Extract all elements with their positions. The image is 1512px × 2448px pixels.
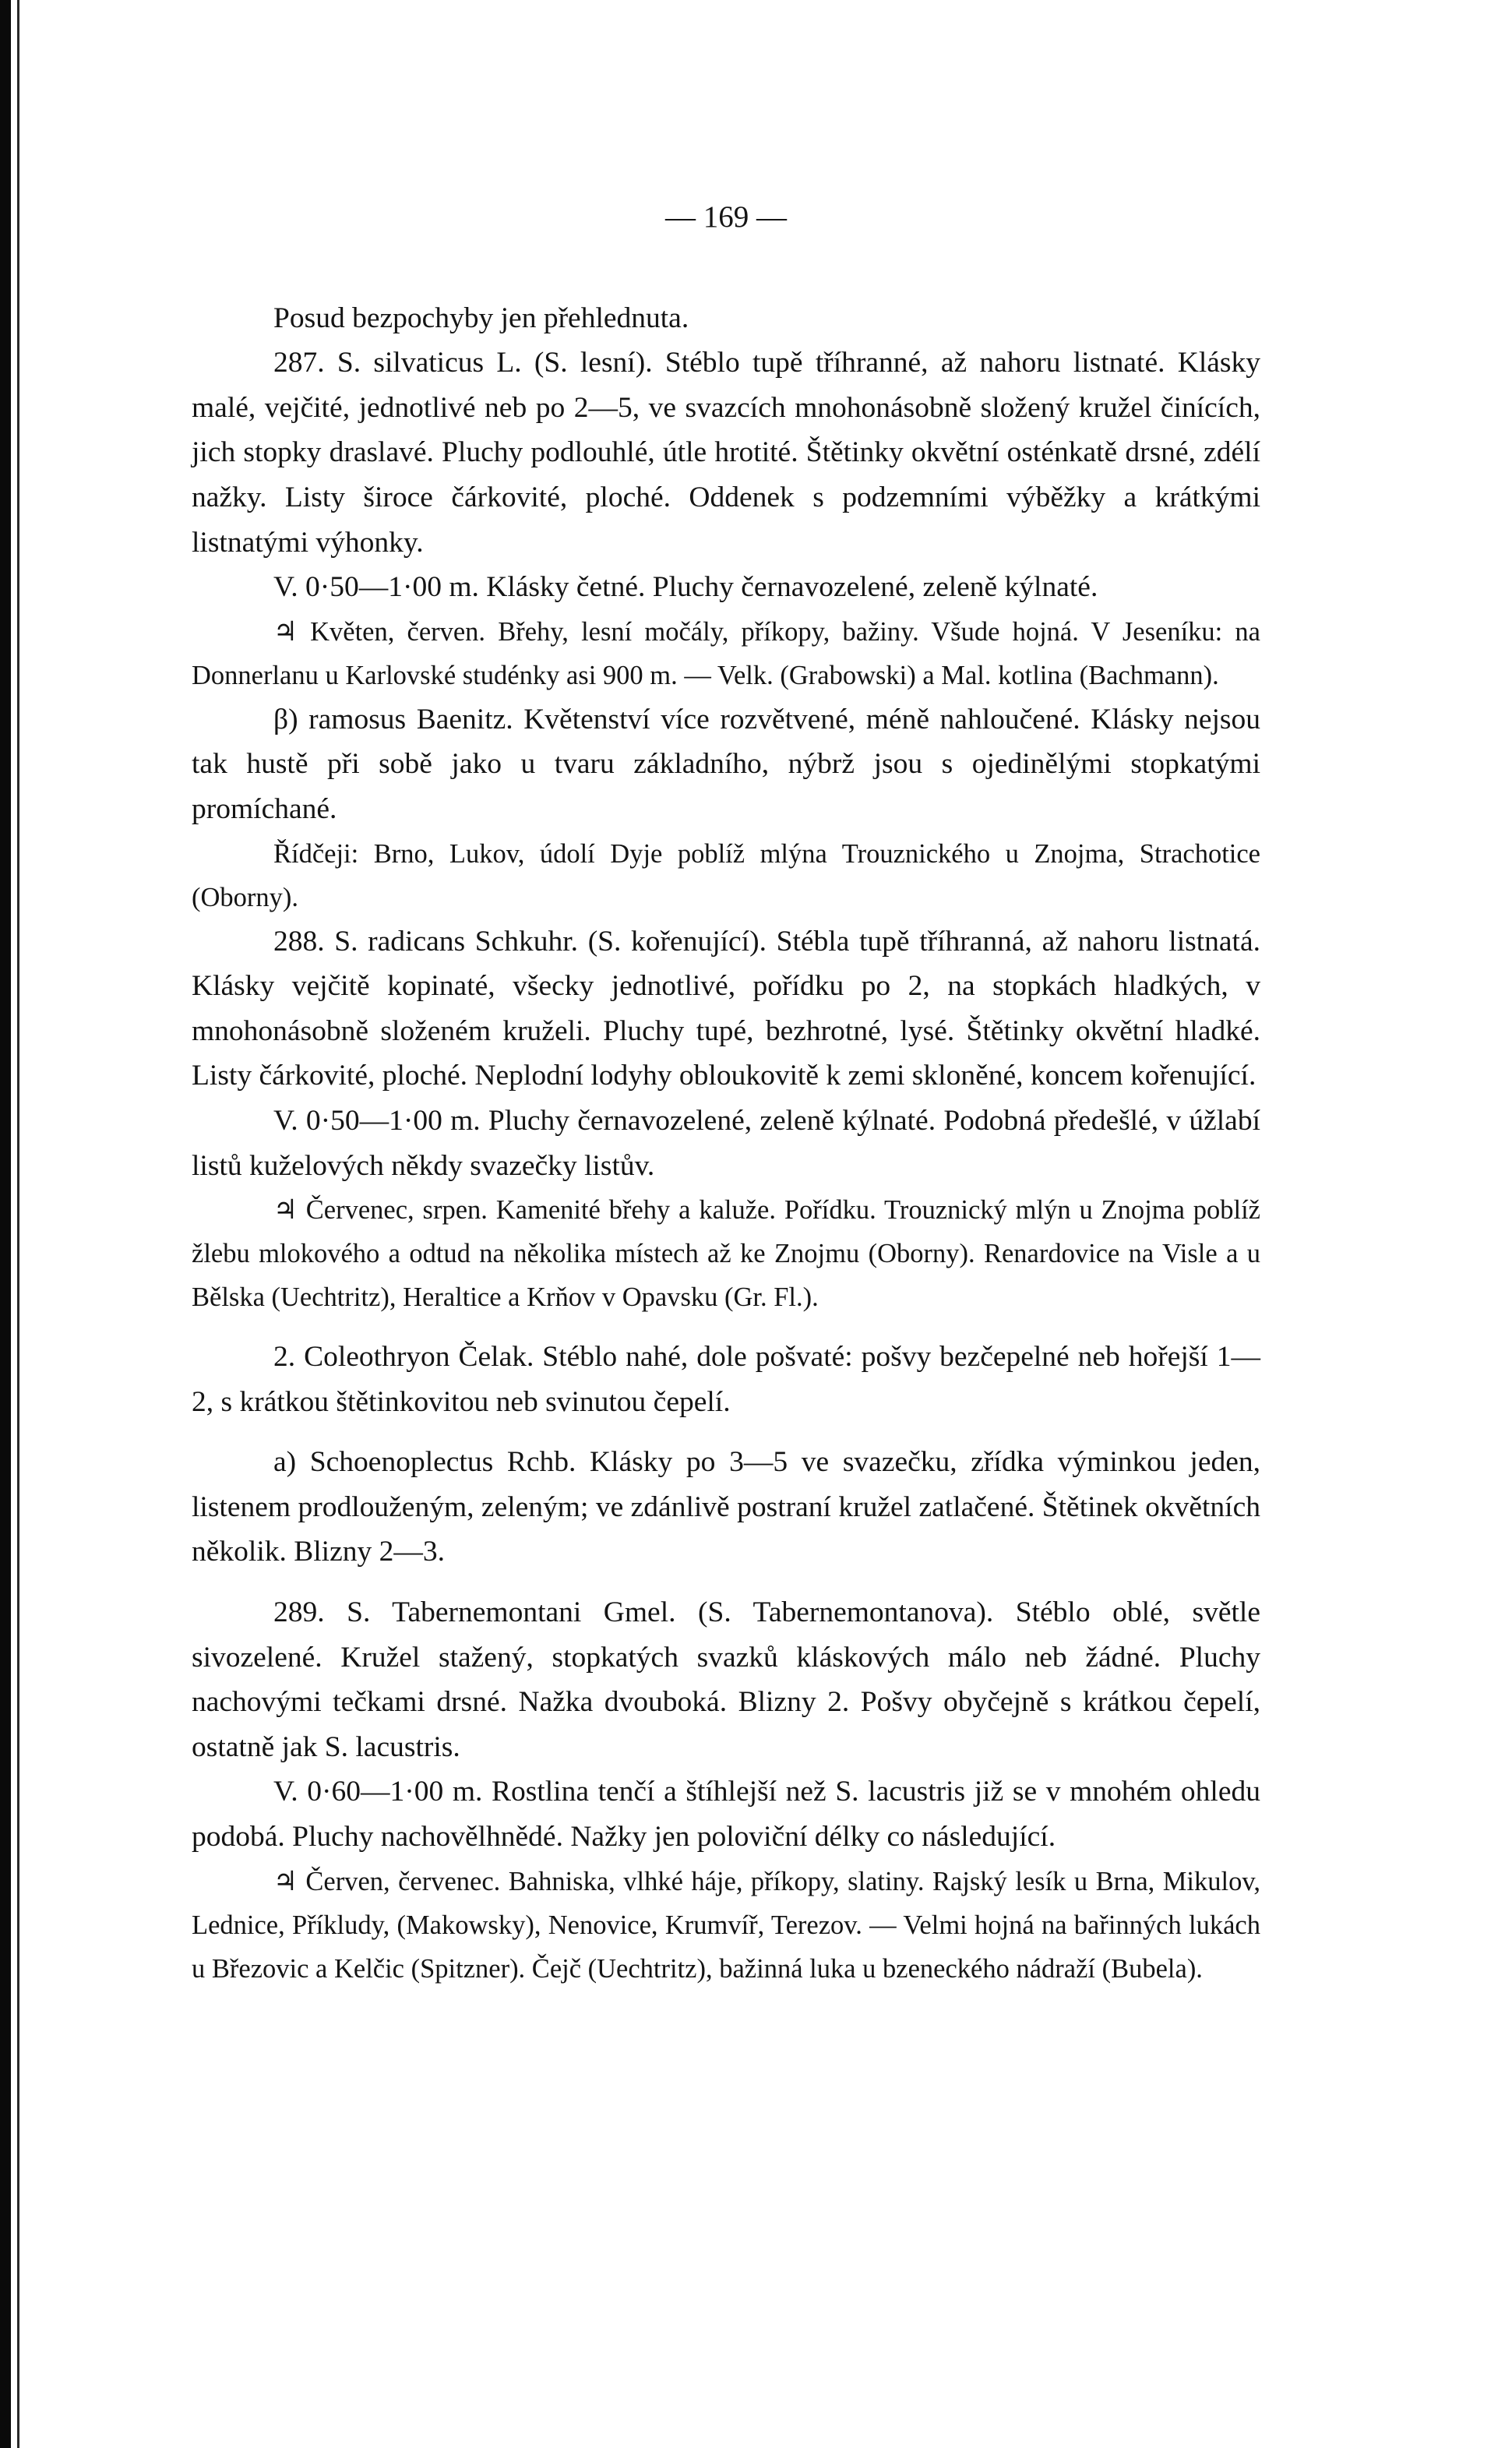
species-288-distribution: ♃ Červenec, srpen. Kamenité břehy a kaluže. Pořídku. Trouznický mlýn u Znojma poblíž žlebu mlokového a odtud na několika místech až ke Znojmu (Oborny). Renardovice na Visle a u Bělska (Uechtritz), Heraltice a Krňov v Opavsku (Gr. Fl.). [192, 1195, 1260, 1313]
paragraph-carryover: Posud bezpochyby jen přehlednuta. [273, 302, 689, 334]
species-288-size: V. 0·50—1·00 m. Pluchy černavozelené, zeleně kýlnaté. Podobná předešlé, v úžlabí listů kuželových někdy svazečky listův. [192, 1104, 1260, 1182]
species-289-distribution: ♃ Červen, červenec. Bahniska, vlhké háje, příkopy, slatiny. Rajský lesík u Brna, Mikulov, Lednice, Příkludy, (Makowsky), Nenovice, Krumvíř, Terezov. — Velmi hojná na bařinných lukách u Březovic a Kelčic (Spitzner). Čejč (Uechtritz), bažinná luka u bzeneckého nádraží (Bubela). [192, 1866, 1260, 1984]
variety-ramosus-localities: Řídčeji: Brno, Lukov, údolí Dyje poblíž mlýna Trouznického u Znojma, Strachotice (Oborny). [192, 838, 1260, 912]
document-page [192, 195, 1260, 1991]
species-287-size: V. 0·50—1·00 m. Klásky četné. Pluchy černavozelené, zeleně kýlnaté. [273, 571, 1098, 604]
species-288-description: 288. S. radicans Schkuhr. (S. kořenující). Stébla tupě tříhranná, až nahoru listnatá. Klásky vejčitě kopinaté, všecky jednotlivé, pořídku po 2, na stopkách hladkých, v mnohonásobně složeném kruželi. Pluchy tupé, bezhrotné, lysé. Štětinky okvětní hladké. Listy čárkovité, ploché. Neplodní lodyhy obloukovitě k zemi skloněné, koncem kořenující. [192, 925, 1260, 1092]
section-coleothryon: 2. Coleothryon Čelak. Stéblo nahé, dole pošvaté: pošvy bezčepelné neb hořejší 1—2, s krátkou štětinkovitou neb svinutou čepelí. [192, 1341, 1260, 1418]
scan-border [0, 0, 11, 2448]
page-number: — 169 — [665, 200, 787, 234]
species-289-description: 289. S. Tabernemontani Gmel. (S. Tabernemontanova). Stéblo oblé, světle sivozelené. Kružel stažený, stopkatých svazků kláskových málo neb žádné. Pluchy nachovými tečkami drsné. Nažka dvouboká. Blizny 2. Pošvy obyčejně s krátkou čepelí, ostatně jak S. lacustris. [192, 1596, 1260, 1763]
subsection-schoenoplectus: a) Schoenoplectus Rchb. Klásky po 3—5 ve svazečku, zřídka výminkou jeden, listenem prodlouženým, zeleným; ve zdánlivě postraní kružel zatlačené. Štětinek okvětních několik. Blizny 2—3. [192, 1446, 1260, 1568]
scan-border-rule [17, 0, 19, 2448]
species-289-size: V. 0·60—1·00 m. Rostlina tenčí a štíhlejší než S. lacustris již se v mnohém ohledu podobá. Pluchy nachovělhnědé. Nažky jen poloviční délky co následující. [192, 1776, 1260, 1854]
species-287-distribution: ♃ Květen, červen. Břehy, lesní močály, příkopy, bažiny. Všude hojná. V Jeseníku: na Donnerlanu u Karlovské studénky asi 900 m. — Velk. (Grabowski) a Mal. kotlina (Bachmann). [192, 616, 1260, 690]
variety-ramosus: β) ramosus Baenitz. Květenství více rozvětvené, méně nahloučené. Klásky nejsou tak hustě při sobě jako u tvaru základního, nýbrž jsou s ojedinělými stopkatými promíchané. [192, 703, 1260, 825]
species-287-description: 287. S. silvaticus L. (S. lesní). Stéblo tupě tříhranné, až nahoru listnaté. Klásky malé, vejčité, jednotlivé neb po 2—5, ve svazcích mnohonásobně složený kružel činících, jich stopky draslavé. Pluchy podlouhlé, útle hrotité. Štětinky okvětní osténkatě drsné, zdélí nažky. Listy široce čárkovité, ploché. Oddenek s podzemními výběžky a krátkými listnatými výhonky. [192, 347, 1260, 559]
